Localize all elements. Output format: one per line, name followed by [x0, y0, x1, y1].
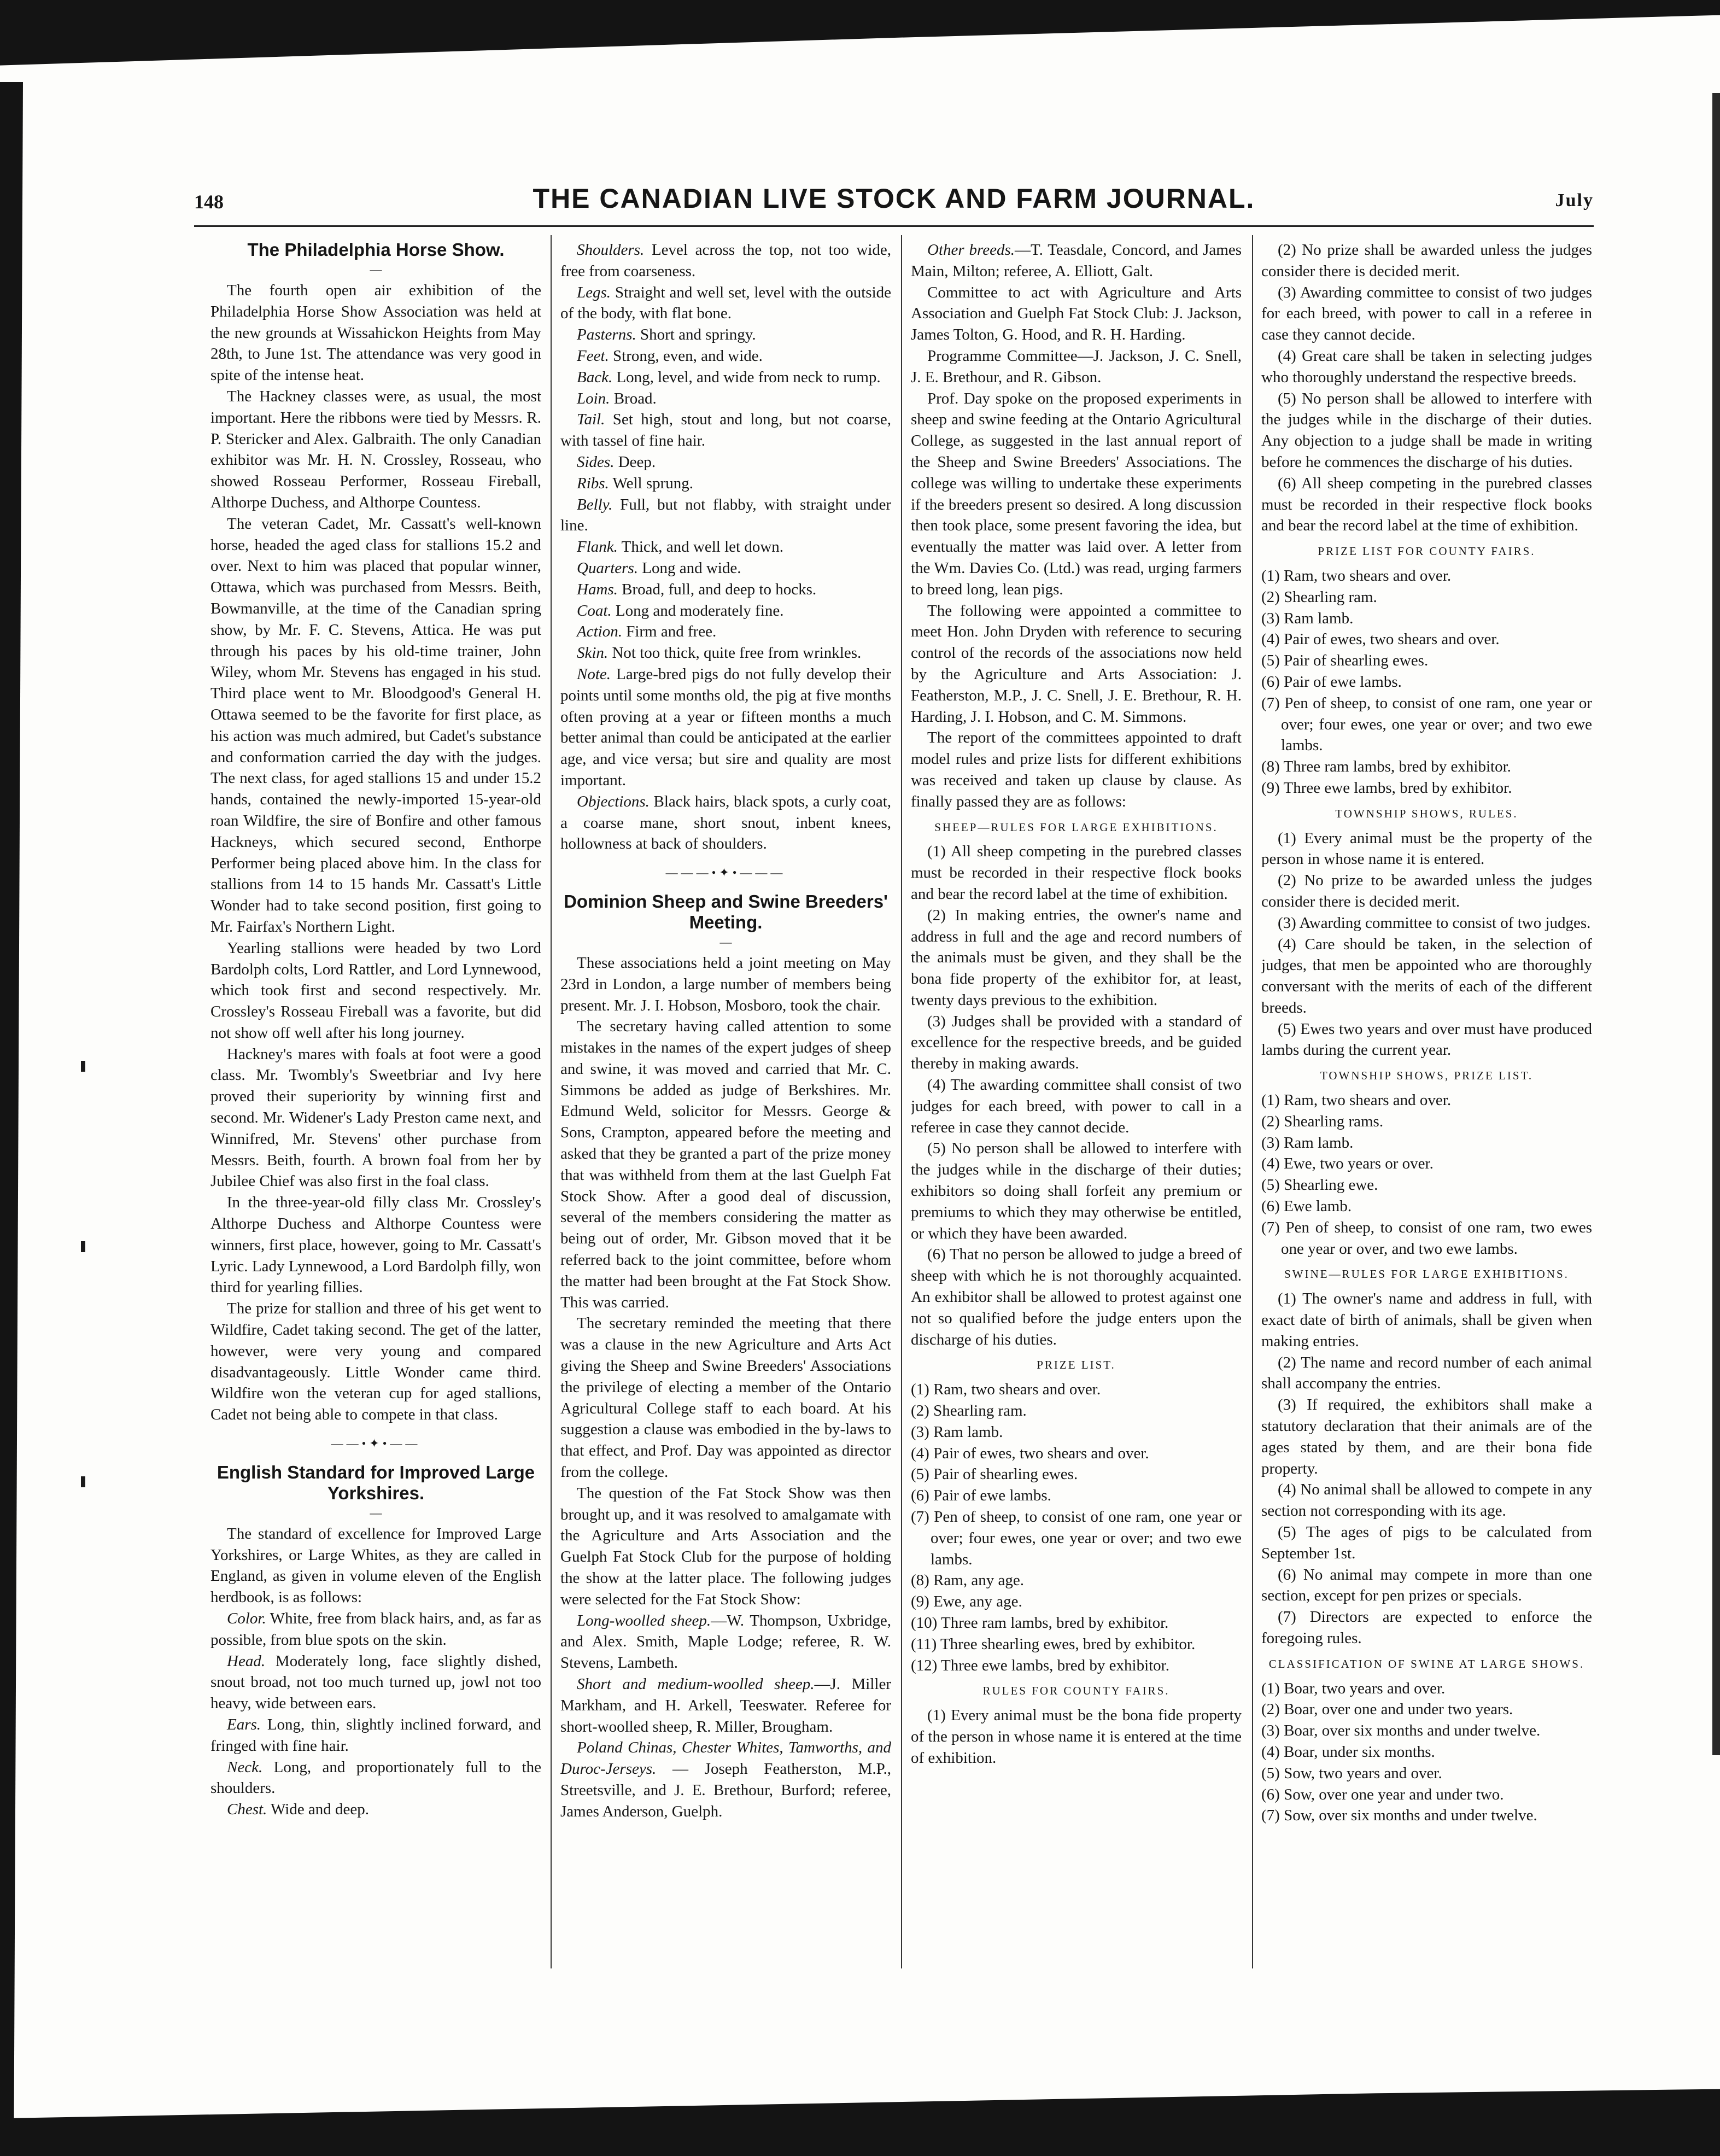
- point-text: Well sprung.: [612, 474, 694, 492]
- article-title: English Standard for Improved Large Yorkshires.: [217, 1462, 535, 1503]
- section-heading: SWINE—RULES FOR LARGE EXHIBITIONS.: [1284, 1267, 1569, 1281]
- prize-item: (3) Ram lamb.: [1261, 609, 1354, 627]
- point-label: Flank.: [577, 538, 618, 556]
- point-label: Legs.: [577, 283, 611, 301]
- column-1: [210, 239, 541, 1970]
- rule: (4) The awarding committee shall consist of two judges for each breed, with power to call in a referee in case they cannot decide.: [911, 1076, 1242, 1136]
- class-item: (6) Sow, over one year and under two.: [1261, 1785, 1504, 1803]
- standard-point: [560, 324, 891, 346]
- class-item: (1) Boar, two years and over.: [1261, 1679, 1446, 1697]
- standard-point: [560, 452, 891, 473]
- point-label: Coat.: [577, 601, 612, 620]
- rule: (2) No prize to be awarded unless the judges consider there is decided merit.: [1261, 872, 1592, 910]
- point-label: Ears.: [227, 1716, 261, 1733]
- point-text: Black hairs, black spots, a curly coat, a coarse mane, short snout, inbent knees, hollowness at back of shoulders.: [560, 792, 891, 853]
- prize-item: (3) Ram lamb.: [911, 1423, 1003, 1441]
- point-text: Long and wide.: [642, 559, 741, 577]
- column-4: [1261, 239, 1592, 1970]
- section-heading: PRIZE LIST FOR COUNTY FAIRS.: [1318, 545, 1536, 558]
- prize-item: (1) Ram, two shears and over.: [1261, 1091, 1452, 1109]
- standard-point: [560, 579, 891, 600]
- standard-point: [560, 558, 891, 579]
- prize-item: (1) Ram, two shears and over.: [911, 1381, 1101, 1399]
- column-divider: [901, 235, 902, 1968]
- standard-point: [560, 388, 891, 410]
- standard-point: [560, 494, 891, 537]
- paragraph: The question of the Fat Stock Show was then brought up, and it was resolved to amalgamate with the Agriculture and Arts Association and the Guelph Fat Stock Club for the purpose of holding the show at the latter place. The following judges were selected for the Fat Stock Show:: [560, 1484, 891, 1608]
- point-text: Straight and well set, level with the outside of the body, with flat bone.: [560, 283, 891, 323]
- prize-item: (4) Pair of ewes, two shears and over.: [1261, 630, 1500, 648]
- rule: (6) That no person be allowed to judge a breed of sheep with which he is not thoroughly acquainted. An exhibitor shall be allowed to protest against one not so qualified before the judge enters upon the discharge of his duties.: [911, 1246, 1242, 1348]
- page-header: [194, 180, 1594, 224]
- standard-point: [560, 409, 891, 452]
- paragraph: Programme Committee—J. Jackson, J. C. Snell, J. E. Brethour, and R. Gibson.: [911, 347, 1242, 386]
- standard-point: [210, 1608, 541, 1651]
- point-label: Hams.: [577, 580, 618, 598]
- prize-item: (8) Ram, any age.: [911, 1571, 1024, 1590]
- column-2: [560, 239, 891, 1970]
- header-rule: [194, 225, 1594, 227]
- rule: (3) Awarding committee to consist of two judges for each breed, with power to call in a referee in case they cannot decide.: [1261, 283, 1592, 344]
- section-ornament: ——•✦•——: [331, 1436, 421, 1451]
- rule: (6) All sheep competing in the purebred classes must be recorded in their respective flock books and bear the record label at the time of exhibition.: [1261, 474, 1592, 535]
- title-dash: —: [370, 262, 382, 276]
- prize-item: (8) Three ram lambs, bred by exhibitor.: [1261, 758, 1511, 776]
- point-label: Belly.: [577, 495, 613, 513]
- rule: (1) Every animal must be the property of the person in whose name it is entered.: [1261, 829, 1592, 868]
- standard-point: [210, 1799, 541, 1820]
- prize-item: (5) Pair of shearling ewes.: [1261, 652, 1429, 670]
- point-text: Strong, even, and wide.: [613, 347, 763, 365]
- class-item: (5) Sow, two years and over.: [1261, 1764, 1442, 1782]
- point-text: Long, thin, slightly inclined forward, and fringed with fine hair.: [210, 1716, 541, 1755]
- judge-entry: [560, 1674, 891, 1737]
- article-title: Dominion Sheep and Swine Breeders' Meeting.: [564, 891, 888, 932]
- class-item: (7) Sow, over six months and under twelve.: [1261, 1807, 1537, 1825]
- issue-month: July: [1555, 190, 1594, 211]
- paragraph: The report of the committees appointed to draft model rules and prize lists for different exhibitions was received and taken up clause by clause. As finally passed they are as follows:: [911, 729, 1242, 810]
- paragraph: The veteran Cadet, Mr. Cassatt's well-known horse, headed the aged class for stallions 15.2 and over. Next to him was placed that popular winner, Ottawa, which was purchased from Messrs. Beith, Bowmanville, at the time of the Canadian spring show, by Mr. F. C. Stevens, Attica. He was put through his paces by his old-time trainer, John Wiley, whom Mr. Stevens has engaged in his stud. Third place went to Mr. Bloodgood's General H. Ottawa seemed to be the favorite for first place, as his action was much admired, but Cadet's substance and conformation carried the day with the judges. The next class, for aged stallions 15 and under 15.2 hands, contained the newly-imported 15-year-old roan Wildfire, the sire of Bonfire and other famous Hackneys, which secured second, Enthorpe Performer being placed above him. In the class for stallions from 14 to 15 hands Mr. Cassatt's Little Wonder had to take second position, first going to Mr. Fairfax's Northern Light.: [210, 515, 541, 936]
- point-label: Shoulders.: [577, 241, 645, 259]
- section-ornament: ———•✦•———: [665, 866, 786, 880]
- judge-class: Short and medium-woolled sheep.: [577, 1675, 815, 1693]
- point-text: Not too thick, quite free from wrinkles.: [612, 644, 862, 662]
- standard-point: [210, 1757, 541, 1799]
- point-text: Firm and free.: [626, 623, 717, 641]
- standard-point: [560, 473, 891, 494]
- point-label: Skin.: [577, 644, 609, 662]
- prize-item: (3) Ram lamb.: [1261, 1133, 1354, 1152]
- point-label: Quarters.: [577, 559, 638, 577]
- prize-item: (7) Pen of sheep, to consist of one ram, one year or over; four ewes, one year or over; and two ewe lambs.: [1261, 694, 1592, 755]
- scan-border-right: [1712, 93, 1720, 1755]
- standard-point: [560, 600, 891, 622]
- point-label: Sides.: [577, 453, 615, 471]
- rule: (4) No animal shall be allowed to compete in any section not corresponding with its age.: [1261, 1481, 1592, 1520]
- prize-item: (10) Three ram lambs, bred by exhibitor.: [911, 1614, 1169, 1632]
- scan-speck: [81, 1061, 85, 1072]
- rule: (1) The owner's name and address in full, with exact date of birth of animals, shall be given when making entries.: [1261, 1290, 1592, 1350]
- point-label: Feet.: [577, 347, 609, 365]
- rule: (1) Every animal must be the bona fide property of the person in whose name it is entered at the time of exhibition.: [911, 1707, 1242, 1767]
- point-text: Wide and deep.: [271, 1801, 370, 1819]
- rule: (5) Ewes two years and over must have produced lambs during the current year.: [1261, 1020, 1592, 1059]
- standard-point: [210, 1714, 541, 1757]
- class-item: (3) Boar, over six months and under twelve.: [1261, 1722, 1541, 1740]
- point-label: Objections.: [577, 792, 650, 810]
- prize-item: (6) Pair of ewe lambs.: [1261, 673, 1402, 691]
- paragraph: The secretary reminded the meeting that there was a clause in the new Agriculture and Arts Act giving the Sheep and Swine Breeders' Associations the privilege of electing a member of the Ontario Agricultural College staff to each board. At his suggestion a clause was embodied in the by-laws to that effect, and Prof. Day was appointed as director from the college.: [560, 1314, 891, 1481]
- section-heading: TOWNSHIP SHOWS, PRIZE LIST.: [1320, 1069, 1534, 1083]
- point-text: Long, level, and wide from neck to rump.: [616, 368, 881, 386]
- standard-point: [560, 664, 891, 791]
- prize-item: (7) Pen of sheep, to consist of one ram, two ewes one year or over, and two ewe lambs.: [1261, 1218, 1592, 1258]
- prize-item: (7) Pen of sheep, to consist of one ram, one year or over; four ewes, one year or over; and two ewe lambs.: [911, 1508, 1242, 1568]
- title-dash: —: [719, 934, 732, 949]
- point-label: Chest.: [227, 1801, 267, 1819]
- point-text: Broad, full, and deep to hocks.: [622, 580, 817, 598]
- point-label: Note.: [577, 665, 611, 683]
- standard-point: [560, 282, 891, 325]
- point-label: Action.: [577, 623, 622, 641]
- paragraph: Yearling stallions were headed by two Lord Bardolph colts, Lord Rattler, and Lord Lynnewood, which took first and second respectively. Mr. Crossley's Rosseau Fireball was a favorite, but did not show off well after his long journey.: [210, 939, 541, 1042]
- point-label: Pasterns.: [577, 326, 636, 344]
- prize-item: (9) Ewe, any age.: [911, 1593, 1022, 1611]
- column-3: [911, 239, 1242, 1970]
- judge-names: —T. Teasdale, Concord, and James Main, Milton; referee, A. Elliott, Galt.: [911, 241, 1242, 280]
- point-label: Ribs.: [577, 474, 609, 492]
- section-heading: TOWNSHIP SHOWS, RULES.: [1335, 807, 1518, 820]
- scan-speck: [81, 1241, 85, 1252]
- class-item: (2) Boar, over one and under two years.: [1261, 1701, 1513, 1719]
- title-dash: —: [370, 1505, 382, 1520]
- rule: (5) The ages of pigs to be calculated from September 1st.: [1261, 1523, 1592, 1562]
- standard-point: [560, 642, 891, 664]
- section-heading: RULES FOR COUNTY FAIRS.: [982, 1684, 1170, 1698]
- rule: (5) No person shall be allowed to interfere with the judges while in the discharge of their duties; exhibitors so doing shall forfeit any premium or premiums to which they may otherwise be entitled, or which they have been awarded.: [911, 1140, 1242, 1242]
- judge-names: —J. Miller Markham, and H. Arkell, Teeswater. Referee for short-woolled sheep, R. Miller, Brougham.: [560, 1675, 891, 1736]
- judge-entry: [560, 1610, 891, 1674]
- paragraph: Committee to act with Agriculture and Arts Association and Guelph Fat Stock Club: J. Jackson, James Tolton, G. Hood, and R. H. Harding.: [911, 283, 1242, 344]
- rule: (2) In making entries, the owner's name and address in full and the age and record numbers of the animals must be given, and they shall be the bona fide property of the exhibitor for, at least, twenty days previous to the exhibition.: [911, 906, 1242, 1009]
- prize-item: (2) Shearling ram.: [1261, 588, 1377, 606]
- paragraph: In the three-year-old filly class Mr. Crossley's Althorpe Duchess and Althorpe Countess were winners, first place, however, going to Mr. Cassatt's Lyric. Lady Lynnewood, a Lord Bardolph filly, won third for yearling fillies.: [210, 1194, 541, 1296]
- paragraph: Hackney's mares with foals at foot were a good class. Mr. Twombly's Sweetbriar and Ivy here proved their superiority by winning first and second. Mr. Widener's Lady Preston came next, and Winnifred, Mr. Stevens' other purchase from Messrs. Beith, fourth. A brown foal from her by Jubilee Chief was also first in the foal class.: [210, 1045, 541, 1190]
- rule: (2) No prize shall be awarded unless the judges consider there is decided merit.: [1261, 241, 1592, 280]
- column-divider: [1252, 235, 1253, 1968]
- point-text: Long, and proportionately full to the shoulders.: [210, 1758, 541, 1797]
- prize-item: (6) Ewe lamb.: [1261, 1197, 1352, 1216]
- prize-item: (1) Ram, two shears and over.: [1261, 566, 1452, 585]
- point-label: Back.: [577, 368, 613, 386]
- point-text: Short and springy.: [640, 326, 756, 344]
- standard-point: [560, 367, 891, 388]
- point-text: Thick, and well let down.: [621, 538, 784, 556]
- point-label: Neck.: [227, 1758, 263, 1776]
- standard-point: [560, 621, 891, 642]
- standard-point: [560, 536, 891, 558]
- point-label: Tail.: [577, 411, 605, 429]
- paragraph: The Hackney classes were, as usual, the most important. Here the ribbons were tied by Messrs. R. P. Stericker and Alex. Galbraith. The only Canadian exhibitor was Mr. H. N. Crossley, Rosseau, who showed Rosseau Performer, Rosseau Fireball, Althorpe Duchess, and Althorpe Countess.: [210, 387, 541, 511]
- judge-names: — Joseph Featherston, M.P., Streetsville, and J. E. Brethour, Burford; referee, James Anderson, Guelph.: [560, 1760, 891, 1820]
- scan-border-bottom: [0, 2072, 1720, 2156]
- rule: (7) Directors are expected to enforce the foregoing rules.: [1261, 1608, 1592, 1647]
- page-number: 148: [194, 191, 224, 213]
- prize-item: (9) Three ewe lambs, bred by exhibitor.: [1261, 779, 1512, 797]
- section-heading: SHEEP—RULES FOR LARGE EXHIBITIONS.: [934, 820, 1218, 834]
- scan-border-left: [0, 82, 23, 2156]
- point-text: Deep.: [618, 453, 656, 471]
- section-heading: PRIZE LIST.: [1037, 1358, 1116, 1372]
- paragraph: The following were appointed a committee to meet Hon. John Dryden with reference to securing control of the records of the associations now held by the Agriculture and Arts Association: J. Featherston, M.P., J. C. Snell, J. E. Brethour, R. H. Harding, J. I. Hobson, and C. M. Simmons.: [911, 601, 1242, 726]
- judge-class: Poland Chinas, Chester Whites, Tamworths, and Duroc-Jerseys.: [560, 1739, 891, 1778]
- article-title: The Philadelphia Horse Show.: [247, 239, 505, 260]
- point-text: Level across the top, not too wide, free from coarseness.: [560, 241, 891, 280]
- judge-names: —W. Thompson, Uxbridge, and Alex. Smith, Maple Lodge; referee, R. W. Stevens, Lambeth.: [560, 1611, 891, 1672]
- judge-entry: [560, 1737, 891, 1822]
- section-heading: CLASSIFICATION OF SWINE AT LARGE SHOWS.: [1268, 1657, 1585, 1670]
- point-label: Color.: [227, 1610, 266, 1628]
- paragraph: Prof. Day spoke on the proposed experiments in sheep and swine feeding at the Ontario Agricultural College, as suggested in the last annual report of the Sheep and Swine Breeders' Associations. The college was willing to undertake these experiments if the breeders present so desired. A long discussion then took place, some present favoring the idea, but eventually the matter was laid over. A letter from the Wm. Davies Co. (Ltd.) was read, urging farmers to breed long, lean pigs.: [911, 389, 1242, 598]
- prize-item: (11) Three shearling ewes, bred by exhibitor.: [911, 1635, 1196, 1653]
- judge-class: Other breeds.: [927, 241, 1015, 259]
- prize-item: (2) Shearling ram.: [911, 1402, 1027, 1420]
- rule: (3) Awarding committee to consist of two judges.: [1278, 914, 1591, 932]
- point-text: Broad.: [613, 389, 657, 407]
- point-text: Long and moderately fine.: [615, 601, 784, 620]
- point-text: Large-bred pigs do not fully develop their points until some months old, the pig at five months often proving at a year or fifteen months a much better animal than could be anticipated at the earlier age, and vice versa; but sire and quality are most important.: [560, 665, 891, 789]
- standard-point: [560, 346, 891, 367]
- prize-item: (5) Pair of shearling ewes.: [911, 1465, 1078, 1483]
- rule: (2) The name and record number of each animal shall accompany the entries.: [1261, 1353, 1592, 1393]
- scan-speck: [81, 1476, 85, 1487]
- prize-item: (6) Pair of ewe lambs.: [911, 1487, 1051, 1505]
- paragraph: These associations held a joint meeting on May 23rd in London, a large number of members being present. Mr. J. I. Hobson, Mosboro, took the chair.: [560, 954, 891, 1014]
- rule: (3) Judges shall be provided with a standard of excellence for the respective breeds, and be guided thereby in making awards.: [911, 1012, 1242, 1073]
- paragraph: The standard of excellence for Improved Large Yorkshires, or Large Whites, as they are called in England, as given in volume eleven of the English herdbook, is as follows:: [210, 1524, 541, 1606]
- scan-border-top: [0, 0, 1720, 126]
- point-label: Head.: [227, 1652, 266, 1670]
- prize-item: (5) Shearling ewe.: [1261, 1176, 1378, 1194]
- paragraph: The prize for stallion and three of his get went to Wildfire, Cadet taking second. The get of the latter, however, were very young and compared disadvantageously. Little Wonder came third. Wildfire won the veteran cup for aged stallions, Cadet not being able to compete in that class.: [210, 1300, 541, 1424]
- prize-item: (4) Ewe, two years or over.: [1261, 1155, 1434, 1173]
- rule: (4) Great care shall be taken in selecting judges who thoroughly understand the respective breeds.: [1261, 347, 1592, 386]
- rule: (1) All sheep competing in the purebred classes must be recorded in their respective flock books and bear the record label at the time of exhibition.: [911, 843, 1242, 903]
- prize-item: (4) Pair of ewes, two shears and over.: [911, 1444, 1149, 1462]
- rule: (4) Care should be taken, in the selection of judges, that men be appointed who are thoroughly conversant with the merits of each of the different breeds.: [1261, 935, 1592, 1016]
- point-text: Set high, stout and long, but not coarse, with tassel of fine hair.: [560, 411, 891, 450]
- standard-point: [560, 239, 891, 282]
- rule: (3) If required, the exhibitors shall make a statutory declaration that their animals are of the ages stated by them, and are their bona fide property.: [1261, 1396, 1592, 1477]
- class-item: (4) Boar, under six months.: [1261, 1743, 1435, 1761]
- point-text: White, free from black hairs, and, as far as possible, from blue spots on the skin.: [210, 1610, 541, 1649]
- paragraph: The secretary having called attention to some mistakes in the names of the expert judges of sheep and swine, it was moved and carried that Mr. C. Simmons be added as judge of Berkshires. Mr. Edmund Weld, solicitor for Messrs. George & Sons, Crampton, appeared before the meeting and asked that they be granted a part of the prize money that was withheld from them at the last Guelph Fat Stock Show. After a good deal of discussion, several of the members considering the matter as being out of order, Mr. Gibson moved that it be referred back to the joint committee, before whom the matter had been brought at the Fat Stock Show. This was carried.: [560, 1018, 891, 1311]
- point-label: Loin.: [577, 389, 610, 407]
- prize-item: (2) Shearling rams.: [1261, 1112, 1384, 1130]
- judge-class: Long-woolled sheep.: [577, 1611, 711, 1629]
- rule: (6) No animal may compete in more than one section, except for pen prizes or specials.: [1261, 1565, 1592, 1605]
- standard-point: [210, 1651, 541, 1714]
- point-text: Moderately long, face slightly dished, snout broad, not too much turned up, jowl not too heavy, wide between ears.: [210, 1652, 541, 1713]
- rule: (5) No person shall be allowed to interfere with the judges while in the discharge of their duties. Any objection to a judge shall be made in writing before he commences the discharge of his duties.: [1261, 389, 1592, 471]
- judge-entry: [911, 239, 1242, 282]
- column-divider: [551, 235, 552, 1968]
- prize-item: (12) Three ewe lambs, bred by exhibitor.: [911, 1656, 1169, 1674]
- paragraph: The fourth open air exhibition of the Philadelphia Horse Show Association was held at the new grounds at Wissahickon Heights from May 28th, to June 1st. The attendance was very good in spite of the intense heat.: [210, 282, 541, 384]
- standard-point: [560, 791, 891, 855]
- point-text: Full, but not flabby, with straight under line.: [560, 495, 891, 535]
- journal-title: THE CANADIAN LIVE STOCK AND FARM JOURNAL.: [533, 183, 1255, 214]
